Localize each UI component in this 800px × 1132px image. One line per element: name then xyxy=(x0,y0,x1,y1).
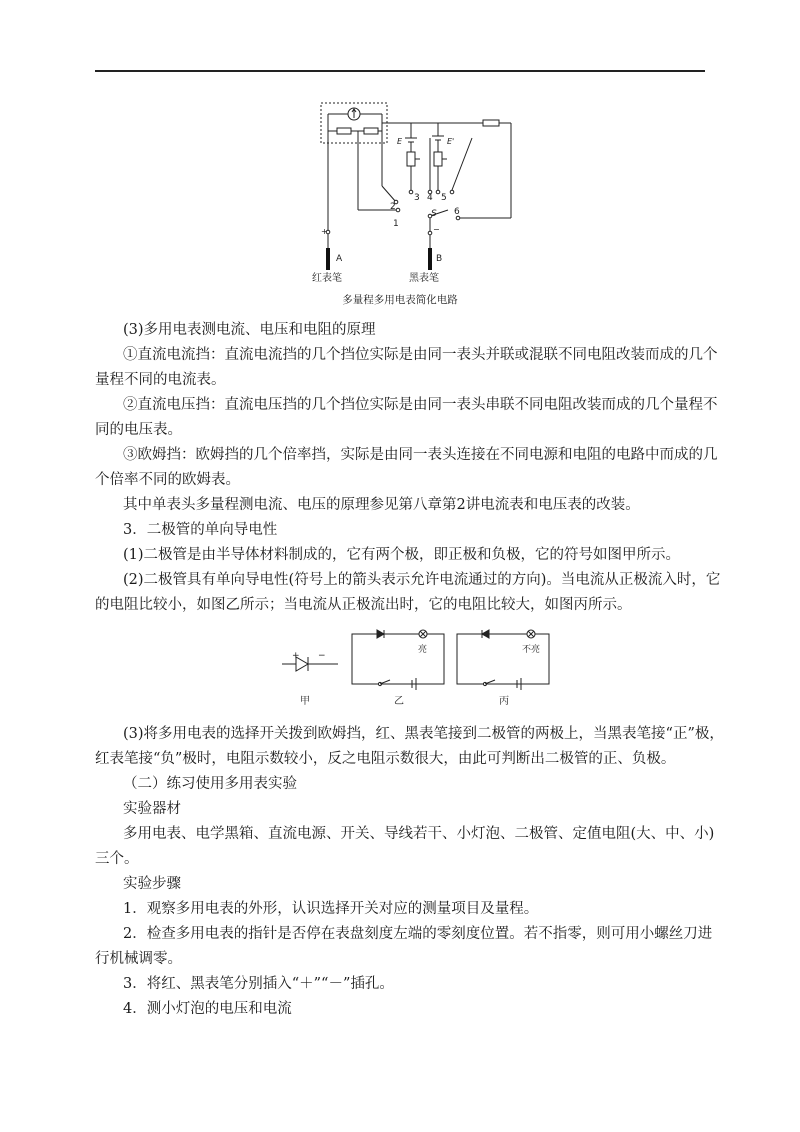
paragraph-line: ①直流电流挡：直流电流挡的几个挡位实际是由同一表头并联或混联不同电阻改装而成的几个 xyxy=(123,347,718,363)
label-e-prime: E' xyxy=(447,137,455,146)
not-bright-label: 不亮 xyxy=(522,645,541,655)
label-e: E xyxy=(397,137,403,146)
diode-minus-label: − xyxy=(318,651,326,661)
section-heading: （二）练习使用多用表实验 xyxy=(123,776,297,792)
label-6: 6 xyxy=(454,207,460,217)
paragraph-line: ③欧姆挡：欧姆挡的几个倍率挡，实际是由同一表头连接在不同电源和电阻的电路中而成的几 xyxy=(123,447,718,463)
paragraph-line: 其中单表头多量程测电流、电压的原理参见第八章第2讲电流表和电压表的改装。 xyxy=(123,497,640,513)
paragraph-line: (3)将多用电表的选择开关拨到欧姆挡，红、黑表笔接到二极管的两极上，当黑表笔接“正”极， xyxy=(123,726,724,742)
subheading: 实验步骤 xyxy=(123,876,181,892)
paragraph-line: ②直流电压挡：直流电压挡的几个挡位实际是由同一表头串联不同电阻改装而成的几个量程不 xyxy=(123,397,718,413)
paragraph-line: 2．检查多用电表的指针是否停在表盘刻度左端的零刻度位置。若不指零，则可用小螺丝刀进 xyxy=(123,926,713,942)
diode-plus-label: + xyxy=(292,651,300,661)
multimeter-circuit-diagram xyxy=(290,98,530,298)
paragraph-line: (1)二极管是由半导体材料制成的，它有两个极，即正极和负极，它的符号如图甲所示。 xyxy=(123,547,681,563)
paragraph-line: 量程不同的电流表。 xyxy=(95,372,226,388)
label-3: 3 xyxy=(414,193,420,203)
paragraph-line: 行机械调零。 xyxy=(95,951,182,967)
paragraph-line: 红表笔接“负”极时，电阻示数较小，反之电阻示数很大，由此可判断出二极管的正、负极。 xyxy=(95,751,676,767)
header-rule xyxy=(95,70,705,72)
label-yi: 乙 xyxy=(394,696,404,707)
figure1-caption: 多量程多用电表简化电路 xyxy=(342,294,458,306)
paragraph-line: 同的电压表。 xyxy=(95,422,182,438)
label-2: 2 xyxy=(390,202,396,212)
paragraph-line: 4．测小灯泡的电压和电流 xyxy=(123,1001,292,1017)
label-a: A xyxy=(336,254,343,264)
paragraph-line: (2)二极管具有单向导电性(符号上的箭头表示允许电流通过的方向)。当电流从正极流入时，它 xyxy=(123,572,721,588)
diode-diagrams xyxy=(282,622,562,708)
paragraph-line: 个倍率不同的欧姆表。 xyxy=(95,472,240,488)
label-bing: 丙 xyxy=(499,696,509,707)
label-minus: − xyxy=(433,225,440,234)
paragraph-line: 的电阻比较小，如图乙所示；当电流从正极流出时，它的电阻比较大，如图丙所示。 xyxy=(95,597,632,613)
paragraph-line: (3)多用电表测电流、电压和电阻的原理 xyxy=(123,322,376,338)
bright-label: 亮 xyxy=(418,645,428,655)
label-1: 1 xyxy=(393,219,399,229)
section-heading: 3．二极管的单向导电性 xyxy=(123,522,278,538)
label-5: 5 xyxy=(441,193,447,203)
label-4: 4 xyxy=(427,193,433,203)
label-b: B xyxy=(436,254,443,264)
paragraph-line: 三个。 xyxy=(95,851,139,867)
label-jia: 甲 xyxy=(300,696,310,707)
subheading: 实验器材 xyxy=(123,801,181,817)
paragraph-line: 多用电表、电学黑箱、直流电源、开关、导线若干、小灯泡、二极管、定值电阻(大、中、小) xyxy=(123,826,715,842)
paragraph-line: 1．观察多用电表的外形，认识选择开关对应的测量项目及量程。 xyxy=(123,901,539,917)
black-probe-label: 黑表笔 xyxy=(409,273,439,284)
label-s: S xyxy=(431,209,437,219)
paragraph-line: 3．将红、黑表笔分别插入“＋”“－”插孔。 xyxy=(123,976,394,992)
red-probe-label: 红表笔 xyxy=(312,273,342,284)
label-plus: + xyxy=(321,227,328,236)
